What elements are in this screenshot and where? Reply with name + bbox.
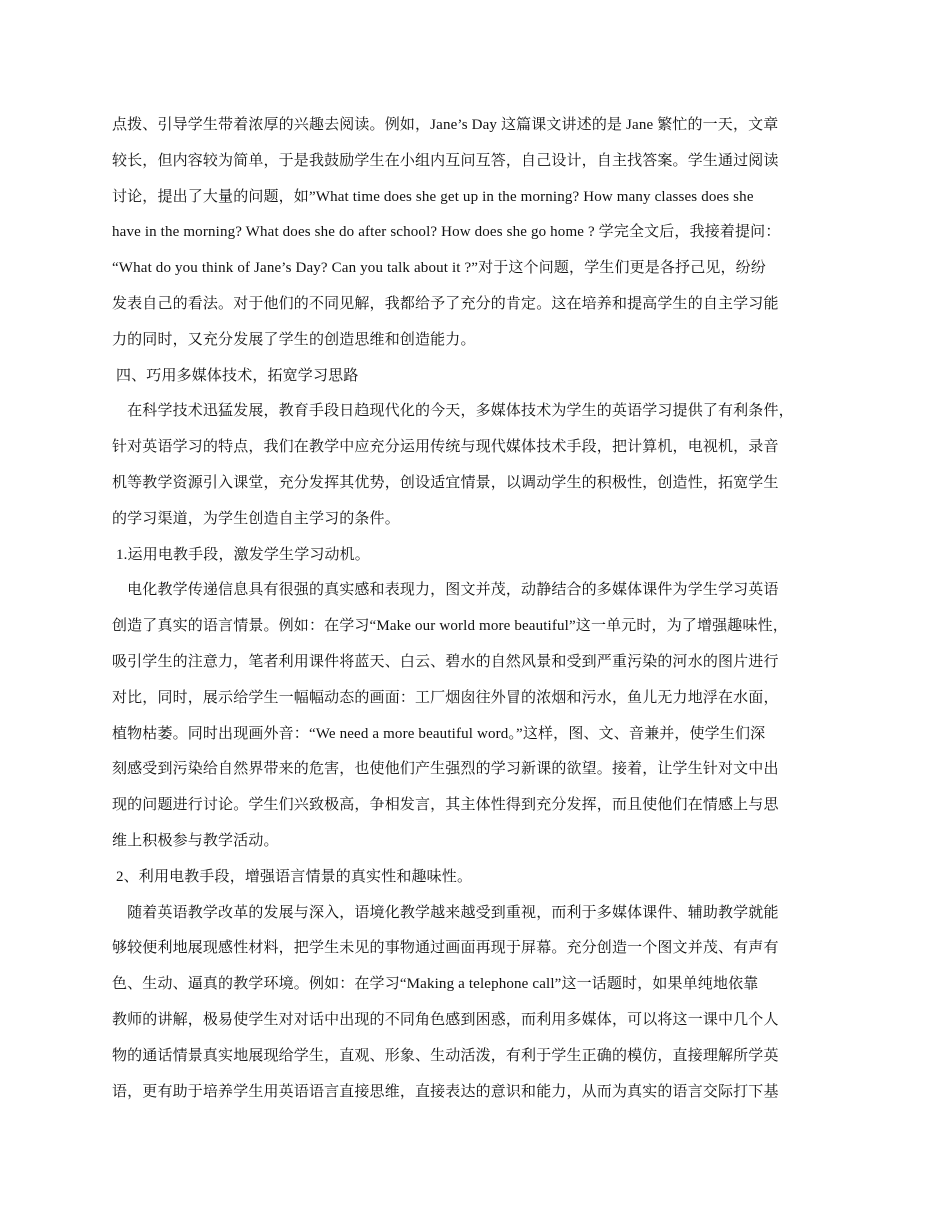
- subsection-heading: 2、利用电教手段，增强语言情景的真实性和趣味性。: [116, 868, 473, 885]
- text-line: 的学习渠道，为学生创造自主学习的条件。: [112, 510, 400, 527]
- text-line: 点拨、引导学生带着浓厚的兴趣去阅读。例如，Jane’s Day 这篇课文讲述的是 Jane 繁忙的一天，文章: [112, 117, 779, 133]
- text-line: 创造了真实的语言情景。例如：在学习“Make our world more beautiful”这一单元时，为了增强趣味性，: [112, 618, 788, 635]
- section-heading: 四、巧用多媒体技术，拓宽学习思路: [116, 367, 359, 384]
- text-line: “What do you think of Jane’s Day? Can you talk about it ?”对于这个问题，学生们更是各抒己见，纷纷: [112, 260, 766, 277]
- text-line: 机等教学资源引入课堂，充分发挥其优势，创设适宜情景，以调动学生的积极性，创造性，拓宽学生: [112, 474, 779, 491]
- text-line: 够较便利地展现感性材料，把学生未见的事物通过画面再现于屏幕。充分创造一个图文并茂、有声有: [112, 940, 779, 957]
- text-line: 物的通话情景真实地展现给学生，直观、形象、生动活泼，有利于学生正确的模仿，直接理解所学英: [112, 1047, 779, 1064]
- text-line: 教师的讲解，极易使学生对对话中出现的不同角色感到困惑，而利用多媒体，可以将这一课中几个人: [112, 1011, 779, 1028]
- text-line: 较长，但内容较为简单，于是我鼓励学生在小组内互问互答，自己设计，自主找答案。学生通过阅读: [112, 152, 779, 169]
- text-line: 语，更有助于培养学生用英语语言直接思维，直接表达的意识和能力，从而为真实的语言交际打下基: [112, 1083, 779, 1100]
- text-line: 发表自己的看法。对于他们的不同见解，我都给予了充分的肯定。这在培养和提高学生的自主学习能: [112, 295, 779, 312]
- document-body: [112, 108, 842, 1110]
- text-line: 随着英语教学改革的发展与深入，语境化教学越来越受到重视，而利于多媒体课件、辅助教学就能: [112, 904, 779, 921]
- text-line: have in the morning? What does she do after school? How does she go home ? 学完全文后，我接着提问：: [112, 224, 781, 241]
- text-line: 讨论，提出了大量的问题，如”What time does she get up in the morning? How many classes does she: [112, 188, 754, 205]
- text-line: 维上积极参与教学活动。: [112, 832, 279, 849]
- text-line: 植物枯萎。同时出现画外音：“We need a more beautiful word。”这样，图、文、音兼并，使学生们深: [112, 725, 766, 742]
- text-line: 吸引学生的注意力，笔者利用课件将蓝天、白云、碧水的自然风景和受到严重污染的河水的图片进行: [112, 653, 779, 670]
- text-line: 色、生动、逼真的教学环境。例如：在学习“Making a telephone call”这一话题时，如果单纯地依靠: [112, 976, 759, 993]
- text-line: 电化教学传递信息具有很强的真实感和表现力，图文并茂，动静结合的多媒体课件为学生学习英语: [112, 582, 779, 599]
- subsection-heading: 1.运用电教手段，激发学生学习动机。: [116, 546, 370, 563]
- text-line: 力的同时，又充分发展了学生的创造思维和创造能力。: [112, 331, 476, 348]
- text-line: 在科学技术迅猛发展，教育手段日趋现代化的今天，多媒体技术为学生的英语学习提供了有利条件，: [112, 403, 794, 420]
- text-line: 刻感受到污染给自然界带来的危害，也使他们产生强烈的学习新课的欲望。接着，让学生针对文中出: [112, 761, 779, 778]
- text-line: 针对英语学习的特点，我们在教学中应充分运用传统与现代媒体技术手段，把计算机，电视机，录音: [112, 439, 779, 456]
- text-line: 对比，同时，展示给学生一幅幅动态的画面：工厂烟囱往外冒的浓烟和污水，鱼儿无力地浮在水面，: [112, 689, 779, 706]
- text-line: 现的问题进行讨论。学生们兴致极高，争相发言，其主体性得到充分发挥，而且使他们在情感上与思: [112, 797, 779, 814]
